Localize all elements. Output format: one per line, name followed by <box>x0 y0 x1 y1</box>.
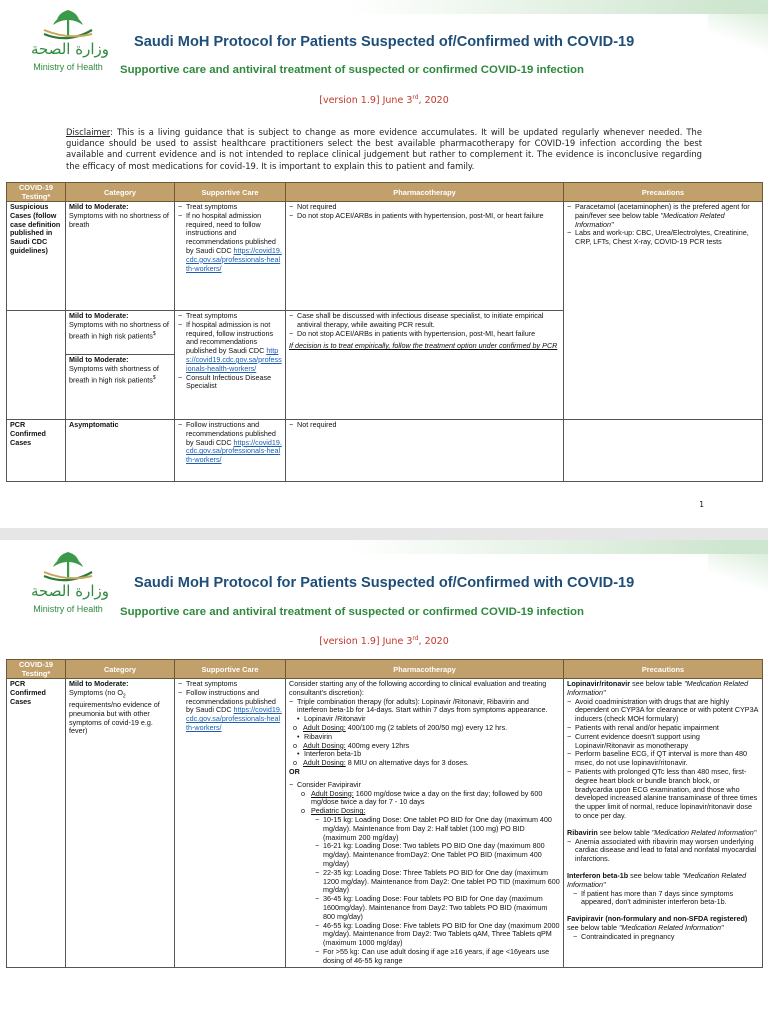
list-item: − Treat symptoms <box>178 203 282 212</box>
version-year: , 2020 <box>418 636 449 648</box>
dose-text: 400/100 mg (2 tablets of 200/50 mg) every 12 hrs. <box>345 722 508 732</box>
list-item: − Contraindicated in pregnancy <box>573 933 759 942</box>
list-item: − Do not stop ACEI/ARBs in patients with hypertension, post-MI, heart failure <box>289 330 560 339</box>
list-item: − Triple combination therapy (for adults): Lopinavir /Ritonavir, Ribavirin and interferon beta-1b for 14-days. Start within 7 days from symptoms appearance. <box>289 698 560 716</box>
list-item-text: Follow instructions and recommendations published by Saudi CDC <box>186 420 276 447</box>
list-item-text: If no hospital admission required, need to follow instructions and recommendations published by Saudi CDC <box>186 210 276 255</box>
col-header-supportive-care: Supportive Care <box>175 660 286 679</box>
dose-text: 8 MIU on alternative days for 3 doses. <box>345 758 469 768</box>
cdc-link[interactable]: https://covid19.cdc.gov.sa/professionals-health-workers/ <box>186 245 282 273</box>
list-item: − Treat symptoms <box>178 312 282 321</box>
version-text: [version 1.9] June 3 <box>319 95 413 107</box>
list-item: − 10-15 kg: Loading Dose: One tablet PO BID for One day (maximum 400 mg/day). Maintenance from Day 2: Half tablet (100 mg) PO BID (maximum 200 mg/day) <box>315 816 560 842</box>
dose-label: Pediatric Dosing: <box>311 806 366 816</box>
list-item: − Not required <box>289 203 560 212</box>
page-corner-decoration <box>348 0 768 14</box>
precaution-see: see below table <box>630 679 685 688</box>
dose-line: o Pediatric Dosing: <box>301 806 366 816</box>
list-item <box>178 321 282 374</box>
list-item: • Lopinavir /Ritonavir <box>297 715 560 724</box>
cdc-link[interactable]: https://covid19.cdc.gov.sa/professionals-health-workers/ <box>186 705 282 732</box>
col-header-category: Category <box>66 183 175 202</box>
version-sup: rd <box>412 635 419 642</box>
precaution-italic: "Medication Related Information" <box>651 827 757 837</box>
disclaimer <box>66 127 702 172</box>
category-title: Mild to Moderate: <box>69 679 129 688</box>
document-title: Saudi MoH Protocol for Patients Suspected of/Confirmed with COVID-19 <box>134 34 635 50</box>
org-arabic: وزارة الصحة <box>31 582 109 600</box>
page-2 <box>0 540 768 1024</box>
category-cell: Asymptomatic <box>66 420 175 482</box>
disclaimer-text: : This is a living guidance that is subject to change as more evidence accumulates. It will be updated regularly whenever needed. The guidance should be used to assist healthcare practitioners select the best available pharmacotherapy for COVID-19 infection according the best available and current evidence and is not intended to replace clinical judgement but rather to complement it. The evidence is inconclusive regarding the efficacy of most medications for covid-19. It is important to explain this to patient and family. <box>66 127 702 171</box>
moh-logo <box>14 6 122 76</box>
page-number: 1 <box>699 500 704 509</box>
category-text: requirements/no evidence of pneumonia but with other symptoms of covid-19 e.g. fever) <box>69 700 160 736</box>
precaution-title: Favipiravir (non-formulary and non-SFDA registered) <box>567 914 748 924</box>
col-header-pharmacotherapy: Pharmacotherapy <box>286 183 564 202</box>
category-text: Symptoms with shortness of breath in high risk patients <box>69 363 159 384</box>
list-item: − If patient has more than 7 days since symptoms appeared, don't administer interferon beta-1b. <box>573 890 759 908</box>
list-item: − 46-55 kg: Loading Dose: Five tablets PO BID for One day (maximum 2000 mg/day). Maintenance from Day2: Two Tablets qAM, Three Tablets qPM (maximum 1000 mg/day) <box>315 922 560 948</box>
table-header-row <box>7 660 763 679</box>
cdc-link[interactable]: https://covid19.cdc.gov.sa/professionals-health-workers/ <box>186 346 282 373</box>
category-sub-b <box>66 355 174 386</box>
version-text: [version 1.9] June 3 <box>319 636 413 648</box>
category-sub-a <box>66 311 174 355</box>
list-item: − Perform baseline ECG, if QT interval is more than 480 msec, do not use lopinavir/ritonavir. <box>567 750 759 768</box>
list-item <box>178 689 282 733</box>
list-item: • Interferon beta-1b <box>297 750 560 759</box>
list-item <box>178 421 282 465</box>
table-row <box>7 202 763 311</box>
dose-text: 400mg every 12hrs <box>345 740 410 750</box>
dose-label: Adult Dosing: <box>303 740 346 750</box>
category-cell <box>66 311 175 420</box>
col-header-precautions: Precautions <box>564 183 763 202</box>
pharma-note: If decision is to treat empirically, follow the treatment option under confirmed by PCR <box>289 341 558 351</box>
col-header-testing: COVID-19 Testing* <box>7 183 66 202</box>
dose-line: o Adult Dosing: 400mg every 12hrs <box>293 740 410 750</box>
list-item: − Case shall be discussed with infectious disease specialist, to initiate empirical antiviral therapy, while awaiting PCR result. <box>289 312 560 330</box>
category-cell <box>66 202 175 311</box>
list-item: − 36-45 kg: Loading Dose: Four tablets PO BID for One day (maximum 1600mg/day). Maintenance from Day2: Two tablets PO BID (maximum 800 mg/day) <box>315 895 560 921</box>
precaution-heading <box>567 915 759 933</box>
precaution-heading <box>567 680 759 698</box>
list-item: − 22-35 kg: Loading Dose: Three Tablets PO BID for One day (maximum 1200 mg/day). Maintenance from Day2: One tablet PO TID (maximum 600 mg/day) <box>315 869 560 895</box>
list-item-text: Paracetamol (acetaminophen) is the prefered agent for pain/fever see below table <box>575 202 750 220</box>
precautions-cell <box>564 679 763 968</box>
precaution-see: see below table <box>628 870 683 880</box>
or-label: OR <box>289 766 300 776</box>
list-item: − Patients with prolonged QTc less than 480 msec, first-degree heart block or bundle branch block, or bradycardia upon ECG examination, and those who developed increased alanine transaminase of three times the upper limit of normal, reduce lopinavir/ritonavir dose to once per day. <box>567 768 759 821</box>
document-subtitle: Supportive care and antiviral treatment of suspected or confirmed COVID-19 infection <box>120 606 584 618</box>
testing-cell: Suspicious Cases (follow case definition published in Saudi CDC guidelines) <box>7 202 66 311</box>
list-item <box>567 203 759 229</box>
col-header-pharmacotherapy: Pharmacotherapy <box>286 660 564 679</box>
subscript: 2 <box>122 693 126 700</box>
precautions-cell-empty <box>564 420 763 482</box>
category-text: Symptoms with no shortness of breath in high risk patients <box>69 319 169 340</box>
precaution-heading <box>567 872 759 890</box>
version-year: , 2020 <box>418 95 449 107</box>
pharmacotherapy-cell <box>286 679 564 968</box>
category-text: Symptoms (no O <box>69 687 123 697</box>
disclaimer-label: Disclaimer <box>66 127 111 137</box>
precaution-see: see below table <box>597 827 652 837</box>
protocol-table-page1 <box>6 182 763 482</box>
pharmacotherapy-cell <box>286 202 564 311</box>
org-arabic: وزارة الصحة <box>31 40 109 58</box>
version-line <box>0 94 768 106</box>
protocol-table-page2 <box>6 659 763 968</box>
col-header-supportive-care: Supportive Care <box>175 183 286 202</box>
col-header-precautions: Precautions <box>564 660 763 679</box>
moh-logo <box>14 548 122 618</box>
category-title: Mild to Moderate: <box>69 355 129 364</box>
table-row <box>7 420 763 482</box>
col-header-category: Category <box>66 660 175 679</box>
supportive-care-cell <box>175 420 286 482</box>
precaution-title: Interferon beta-1b <box>567 870 629 880</box>
list-item: − Consider Favipiravir <box>289 781 560 790</box>
list-item: − Labs and work-up: CBC, Urea/Electrolytes, Creatinine, CRP, LFTs, Chest X-ray, COVID-19 PCR tests <box>567 229 759 247</box>
org-english: Ministry of Health <box>33 62 103 72</box>
list-item: − Anemia associated with ribavirin may worsen underlying cardiac disease and lead to fatal and nonfatal myocardial infarctions. <box>567 838 759 864</box>
document-title: Saudi MoH Protocol for Patients Suspected of/Confirmed with COVID-19 <box>134 575 635 591</box>
category-text: Symptoms with no shortness of breath <box>69 210 169 229</box>
precaution-title: Ribavirin <box>567 827 598 837</box>
page-corner-gradient <box>708 0 768 56</box>
list-item <box>178 212 282 274</box>
dose-line: o Adult Dosing: 400/100 mg (2 tablets of 200/50 mg) every 12 hrs. <box>293 722 508 732</box>
col-header-testing: COVID-19 Testing* <box>7 660 66 679</box>
pharmacotherapy-cell <box>286 420 564 482</box>
list-item-italic: "Medication Related Information" <box>575 210 725 229</box>
dose-line: o Adult Dosing: 1600 mg/dose twice a day on the first day; followed by 600 mg/dose twice a day for 7 - 10 days <box>301 788 543 807</box>
version-sup: rd <box>412 94 419 101</box>
version-line <box>0 635 768 647</box>
category-cell <box>66 679 175 968</box>
category-title: Mild to Moderate: <box>69 202 129 211</box>
list-item: − Consult Infectious Disease Specialist <box>178 374 282 392</box>
precautions-cell <box>564 202 763 420</box>
dose-line: o Adult Dosing: 8 MIU on alternative days for 3 doses. <box>293 758 469 768</box>
document-subtitle: Supportive care and antiviral treatment of suspected or confirmed COVID-19 infection <box>120 64 584 76</box>
page-separator <box>0 528 768 540</box>
list-item: − Current evidence doesn't support using Lopinavir/Ritonavir as monotherapy <box>567 733 759 751</box>
testing-cell: PCR Confirmed Cases <box>7 679 66 968</box>
table-header-row <box>7 183 763 202</box>
precaution-italic: "Medication Related Information" <box>567 679 749 697</box>
list-item: − For >55 kg: Can use adult dosing if age ≥16 years, if age <16years use dosing of 46-55 kg range <box>315 948 560 966</box>
list-item-text: Follow instructions and recommendations published by Saudi CDC <box>186 687 276 715</box>
supportive-care-cell <box>175 202 286 311</box>
list-item: − Do not stop ACEI/ARBs in patients with hypertension, post-MI, or heart failure <box>289 212 560 221</box>
dose-text: 1600 mg/dose twice a day on the first day; followed by 600 mg/dose twice a day for 7 - 10 days <box>311 788 543 807</box>
page-corner-decoration <box>348 540 768 554</box>
org-english: Ministry of Health <box>33 604 103 614</box>
table-row <box>7 679 763 968</box>
testing-cell-empty <box>7 311 66 420</box>
precaution-italic: "Medication Related Information" <box>618 922 724 932</box>
footnote-mark: $ <box>152 374 156 381</box>
category-title: Mild to Moderate: <box>69 311 129 320</box>
cdc-link[interactable]: https://covid19.cdc.gov.sa/professionals-health-workers/ <box>186 437 282 465</box>
page-corner-gradient <box>708 540 768 596</box>
testing-cell: PCR Confirmed Cases <box>7 420 66 482</box>
supportive-care-cell <box>175 679 286 968</box>
pharmacotherapy-cell <box>286 311 564 420</box>
supportive-care-cell <box>175 311 286 420</box>
precaution-see: see below table <box>567 922 619 932</box>
list-item: − Patients with renal and/or hepatic impairment <box>567 724 759 733</box>
list-item: − Avoid coadministration with drugs that are highly dependent on CYP3A for clearance or with potent CYP3A inducers (check MOH formulary) <box>567 698 759 724</box>
pharma-intro: Consider starting any of the following according to clinical evaluation and treating consultant's discretion): <box>289 679 547 697</box>
list-item-text: If hospital admission is not required, follow instructions and recommendations published by Saudi CDC <box>186 319 274 356</box>
dose-label: Adult Dosing: <box>311 788 354 798</box>
footnote-mark: $ <box>152 330 156 337</box>
list-item: • Ribavirin <box>297 733 560 742</box>
list-item: − 16-21 kg: Loading Dose: Two tablets PO BID One day (maximum 800 mg/day). Maintenance fromDay2: One Tablet PO BID (maximum 400 mg/day) <box>315 842 560 868</box>
dose-label: Adult Dosing: <box>303 758 346 768</box>
precaution-italic: "Medication Related Information" <box>567 870 747 889</box>
list-item: − Not required <box>289 421 560 430</box>
dose-label: Adult Dosing: <box>303 722 346 732</box>
list-item: − Treat symptoms <box>178 680 282 689</box>
precaution-title: Lopinavir/ritonavir <box>567 679 631 688</box>
